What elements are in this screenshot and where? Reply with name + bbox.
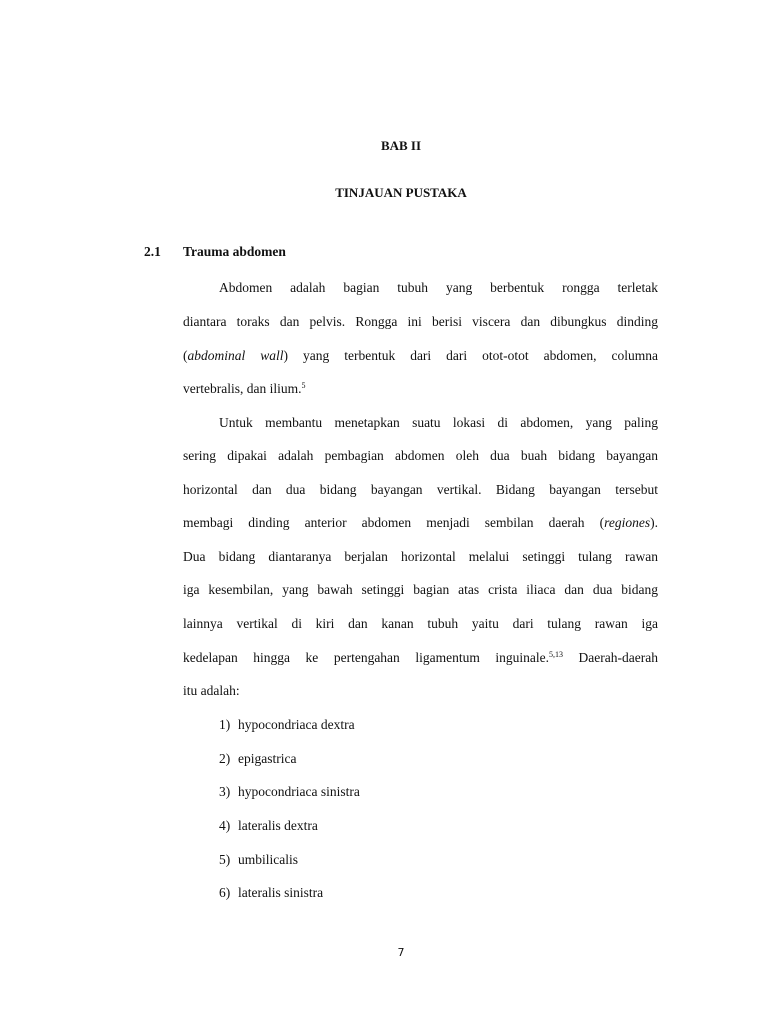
chapter-title: TINJAUAN PUSTAKA (335, 185, 467, 200)
citation-reference: 5 (301, 381, 306, 390)
list-item (219, 716, 355, 734)
list-number: 4) (219, 818, 231, 833)
text: ). (650, 515, 658, 530)
citation-reference: 5,13 (549, 650, 563, 659)
paragraph-1-line-1: Abdomen adalah bagian tubuh yang berbentuk rongga terletak (219, 280, 658, 295)
list-label: lateralis dextra (238, 818, 318, 833)
list-label: lateralis sinistra (238, 885, 324, 900)
list-item (219, 783, 360, 801)
paragraph-1-line-2: diantara toraks dan pelvis. Rongga ini berisi viscera dan dibungkus dinding (183, 314, 658, 329)
list-label: hypocondriaca sinistra (238, 784, 360, 799)
text: vertebralis, dan ilium. (183, 381, 302, 396)
paragraph-1-line-3 (183, 347, 658, 365)
page-number: 7 (397, 946, 405, 959)
paragraph-1-line-4 (183, 380, 658, 398)
italic-term: regiones (604, 515, 651, 530)
paragraph-2-line-8 (183, 649, 658, 667)
text: ( (183, 348, 188, 363)
paragraph-2-line-7: lainnya vertikal di kiri dan kanan tubuh yaitu dari tulang rawan iga (183, 616, 658, 631)
paragraph-2-line-2: sering dipakai adalah pembagian abdomen oleh dua buah bidang bayangan (183, 448, 658, 463)
list-number: 3) (219, 784, 231, 799)
paragraph-2-line-6: iga kesembilan, yang bawah setinggi bagian atas crista iliaca dan dua bidang (183, 582, 658, 597)
chapter-label: BAB II (380, 138, 422, 153)
list-item (219, 884, 323, 902)
text: ) yang terbentuk dari dari otot-otot abdomen, columna (283, 348, 658, 363)
paragraph-2-line-4 (183, 514, 658, 532)
list-number: 5) (219, 852, 231, 867)
list-item (219, 750, 296, 768)
list-item (219, 817, 318, 835)
list-number: 1) (219, 717, 231, 732)
list-label: hypocondriaca dextra (238, 717, 355, 732)
list-label: umbilicalis (238, 852, 298, 867)
list-number: 6) (219, 885, 231, 900)
italic-term: abdominal wall (187, 348, 284, 363)
text: Daerah-daerah (563, 650, 658, 665)
paragraph-2-line-5: Dua bidang diantaranya berjalan horizontal melalui setinggi tulang rawan (183, 549, 658, 564)
text: membagi dinding anterior abdomen menjadi sembilan daerah ( (183, 515, 605, 530)
section-title: Trauma abdomen (183, 244, 286, 259)
list-item (219, 851, 298, 869)
text: kedelapan hingga ke pertengahan ligamentum inguinale. (183, 650, 549, 665)
list-label: epigastrica (238, 751, 297, 766)
list-number: 2) (219, 751, 231, 766)
paragraph-2-line-3: horizontal dan dua bidang bayangan vertikal. Bidang bayangan tersebut (183, 482, 658, 497)
section-number: 2.1 (144, 244, 161, 259)
paragraph-2-line-1: Untuk membantu menetapkan suatu lokasi di abdomen, yang paling (219, 415, 658, 430)
paragraph-2-line-9: itu adalah: (183, 683, 240, 698)
